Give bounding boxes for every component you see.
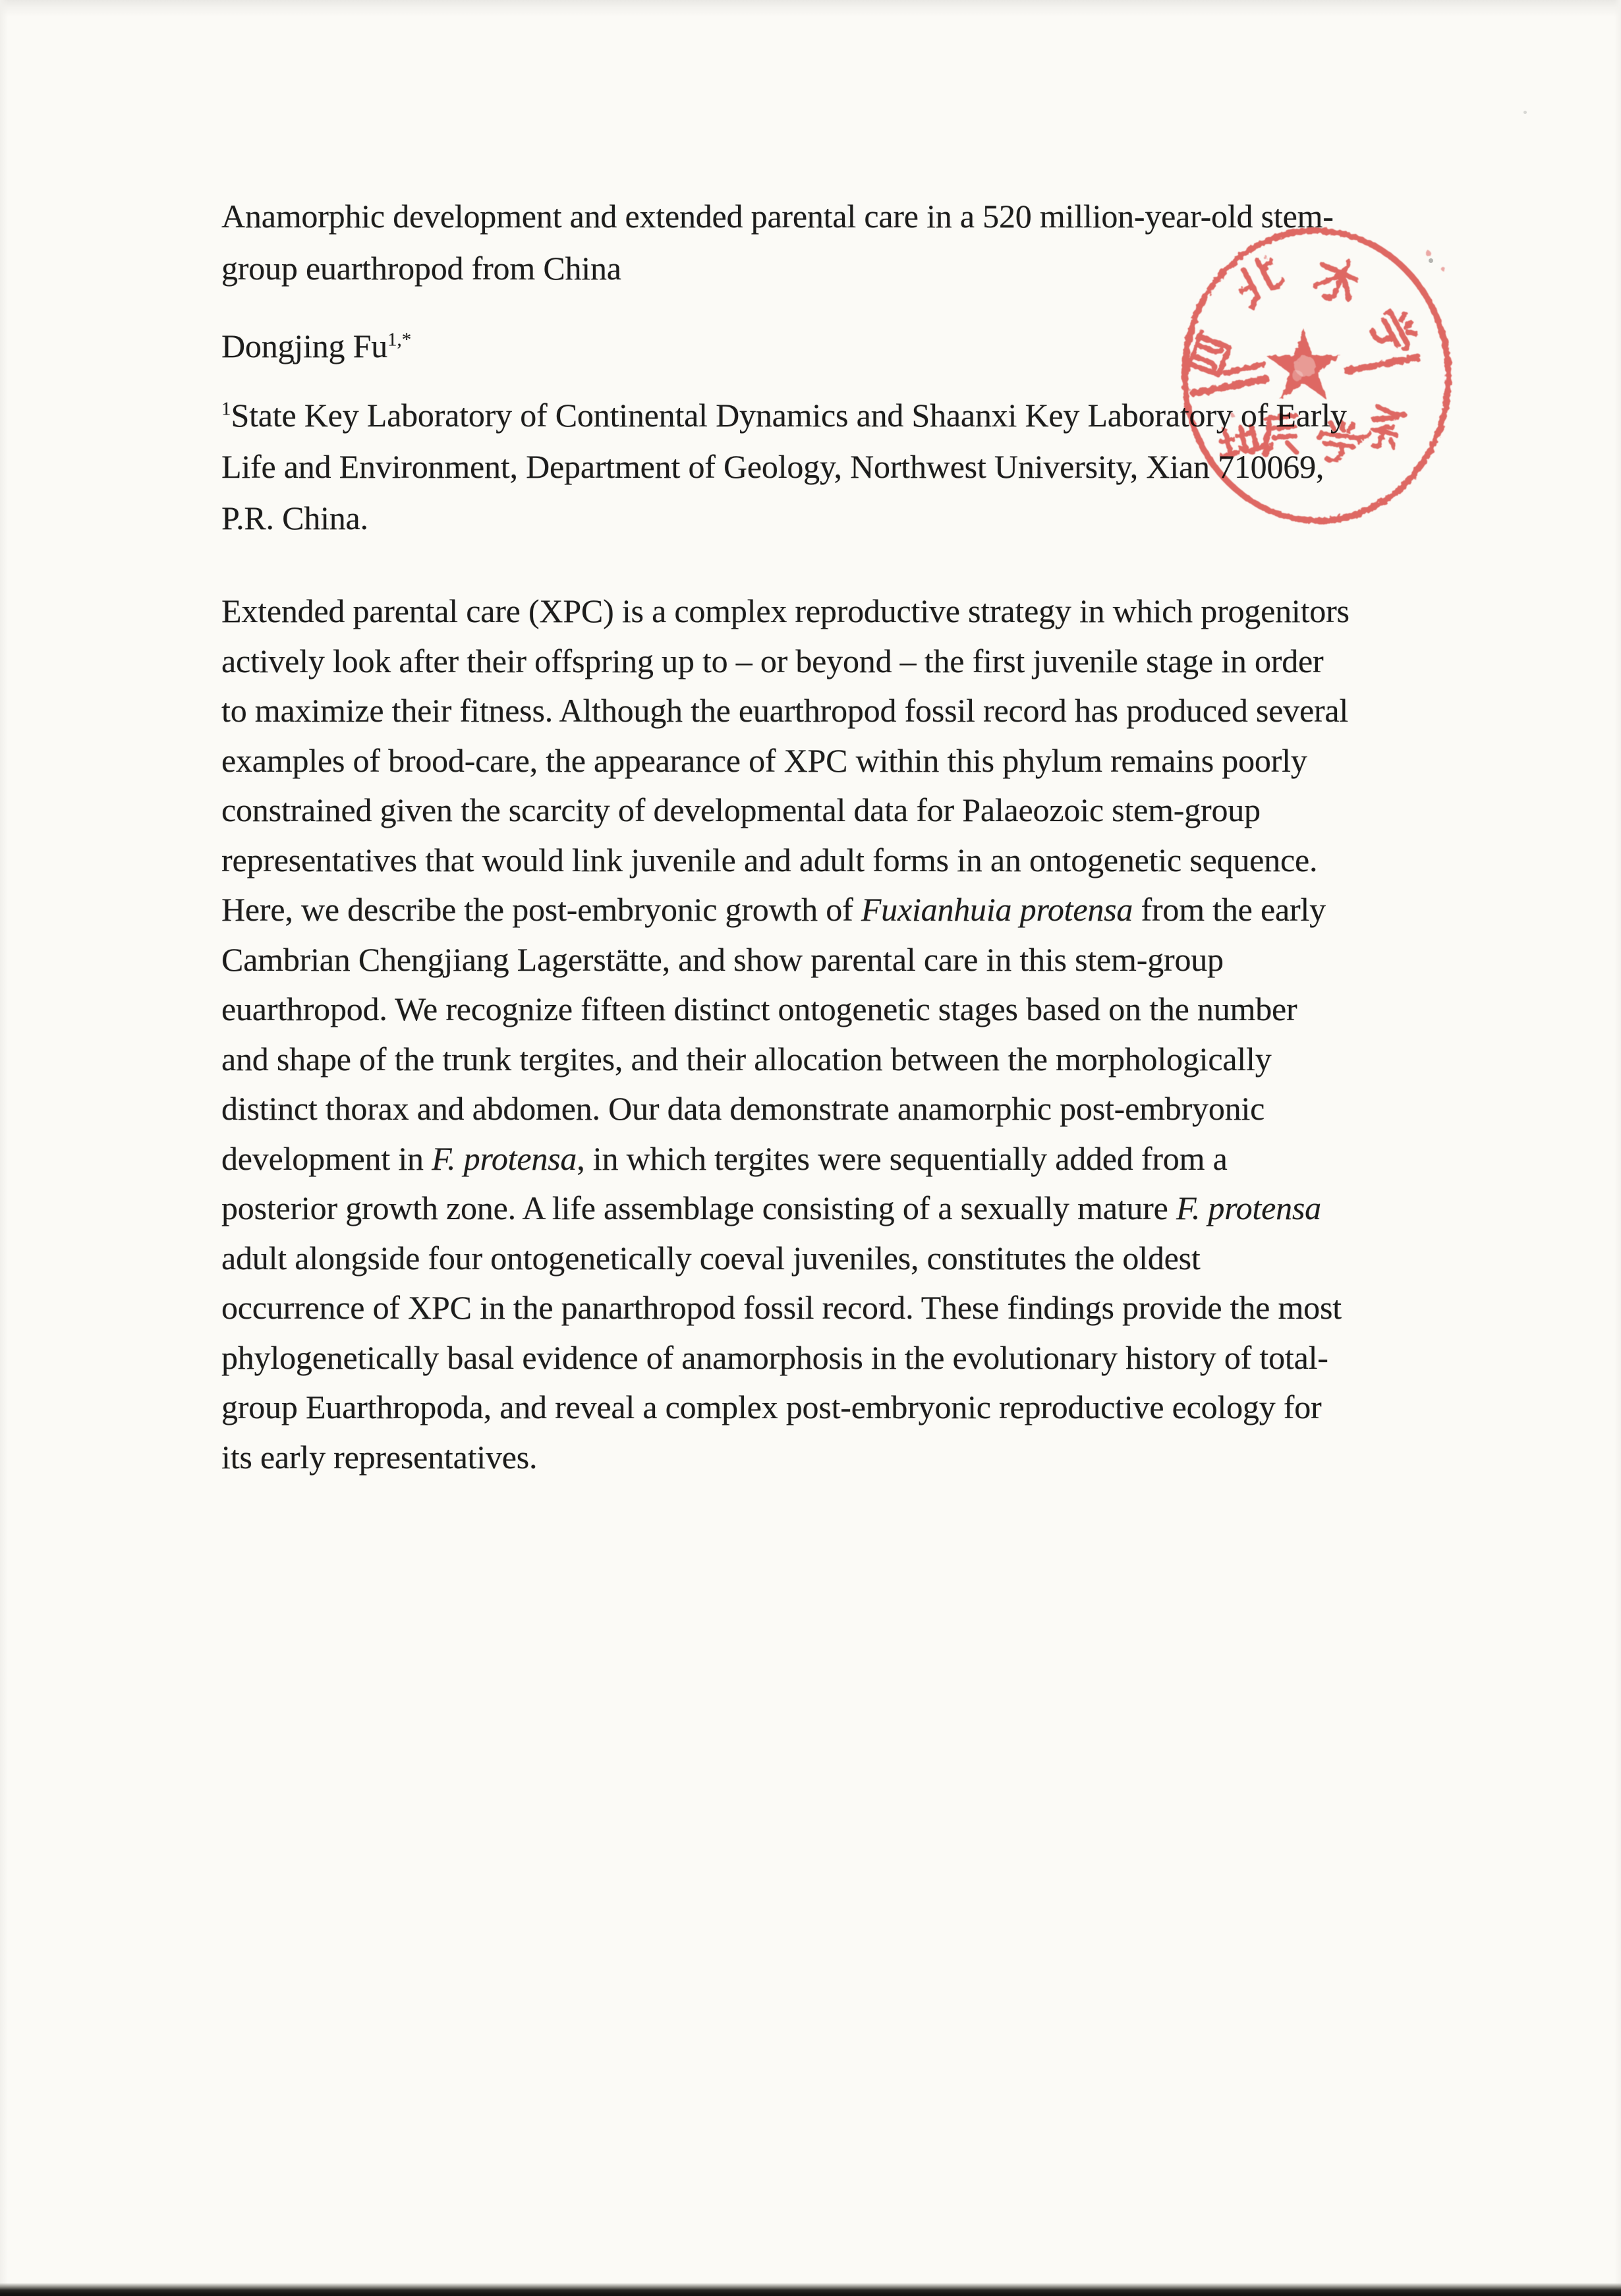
text-line: and shape of the trunk tergites, and their allocation between the morphologically bbox=[221, 1040, 1272, 1077]
text-line: constrained given the scarcity of developmental data for Palaeozoic stem-group bbox=[221, 791, 1261, 828]
stamp-dash-left-short bbox=[1226, 364, 1264, 373]
scan-right-edge bbox=[1614, 0, 1621, 2296]
text-line: euarthropod. We recognize fifteen distinct ontogenetic stages based on the number bbox=[221, 990, 1297, 1027]
stamp-char-da bbox=[1311, 252, 1363, 306]
text-line: occurrence of XPC in the panarthropod fossil record. These findings provide the most bbox=[221, 1289, 1342, 1326]
text-line: to maximize their fitness. Although the euarthropod fossil record has produced several bbox=[221, 692, 1349, 729]
stamp-graphic bbox=[1166, 217, 1469, 534]
stamp-dash-left-long bbox=[1194, 379, 1266, 393]
text-line: Anamorphic development and extended parental care in a 520 million-year-old stem- bbox=[221, 198, 1334, 235]
text-line: Life and Environment, Department of Geology, Northwest University, Xian 710069, bbox=[221, 448, 1324, 485]
text-line: its early representatives. bbox=[221, 1438, 538, 1476]
text-line: actively look after their offspring up to – or beyond – the first juvenile stage in order bbox=[221, 642, 1324, 679]
scan-top-edge bbox=[0, 0, 1621, 17]
text-line: distinct thorax and abdomen. Our data demonstrate anamorphic post-embryonic bbox=[221, 1090, 1265, 1127]
text-line: P.R. China. bbox=[221, 500, 368, 536]
scan-left-edge bbox=[0, 0, 8, 2296]
text-line: group euarthropod from China bbox=[221, 250, 621, 287]
red-seal-stamp bbox=[1166, 217, 1469, 534]
author-line bbox=[221, 320, 411, 372]
text-line: representatives that would link juvenile and adult forms in an ontogenetic sequence. bbox=[221, 841, 1318, 878]
text-line: phylogenetically basal evidence of anamorphosis in the evolutionary history of total- bbox=[221, 1338, 1328, 1376]
stamp-char-xue2 bbox=[1317, 420, 1362, 463]
stamp-char-di bbox=[1217, 422, 1263, 458]
stamp-char-zhi bbox=[1262, 416, 1299, 455]
abstract bbox=[221, 587, 1350, 1482]
text-line: Dongjing $Fu^{1,*}$ bbox=[221, 328, 412, 364]
text-line: examples of brood-care, the appearance of XPC within this phylum remains poorly bbox=[221, 741, 1307, 779]
text-line: development in F. protensa, in which tergites were sequentially added from a bbox=[221, 1139, 1228, 1177]
stamp-dash-right bbox=[1348, 357, 1417, 371]
text-line: Cambrian Chengjiang Lagerstätte, and show parental care in this stem-group bbox=[221, 940, 1224, 978]
scan-bottom-edge bbox=[0, 2283, 1621, 2296]
text-line: Here, we describe the post-embryonic growth of Fuxianhuia protensa from the early bbox=[221, 891, 1326, 928]
text-line: $^1$State Key Laboratory of Continental Dynamics and Shaanxi Key Laboratory of Early bbox=[221, 397, 1347, 434]
text-line: Extended parental care (XPC) is a complex reproductive strategy in which progenitors bbox=[221, 592, 1350, 629]
stamp-char-xue bbox=[1367, 304, 1421, 359]
text-line: group Euarthropoda, and reveal a complex post-embryonic reproductive ecology for bbox=[221, 1389, 1322, 1425]
text-line: adult alongside four ontogenetically coeval juveniles, constitutes the oldest bbox=[221, 1239, 1201, 1277]
stamp-char-bei bbox=[1232, 254, 1286, 307]
paper-speck bbox=[1523, 111, 1527, 114]
stamp-char-xi2 bbox=[1361, 404, 1406, 452]
text-line: posterior growth zone. A life assemblage consisting of a sexually mature F. protensa bbox=[221, 1190, 1321, 1226]
star-icon bbox=[1266, 328, 1341, 400]
